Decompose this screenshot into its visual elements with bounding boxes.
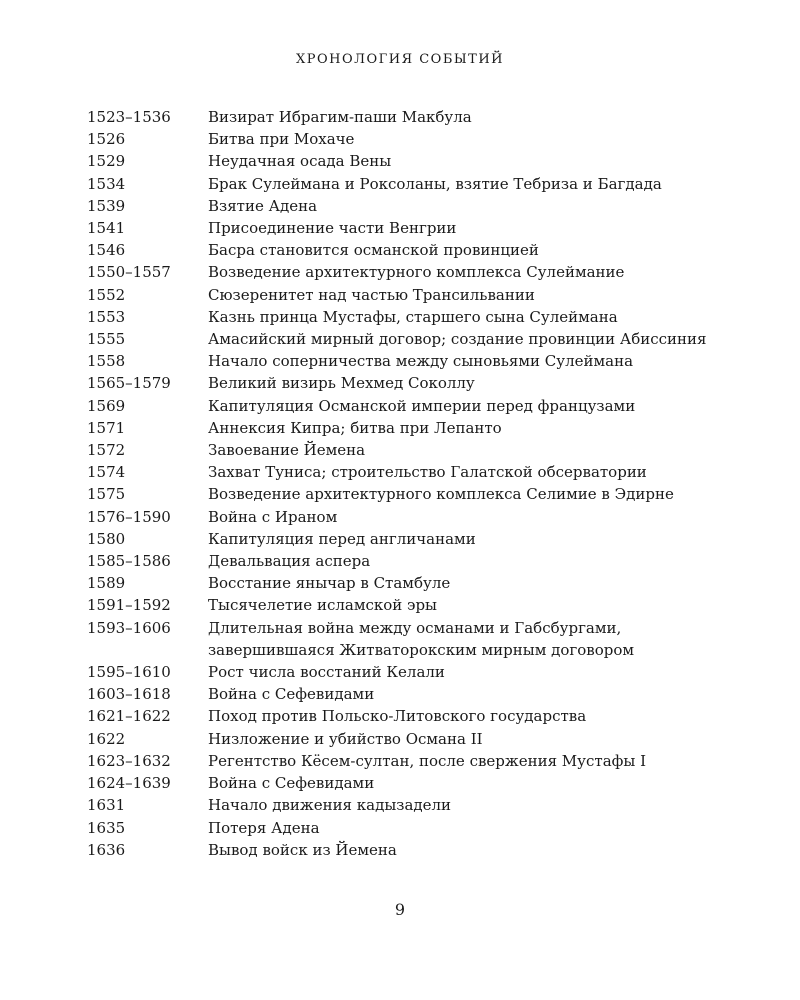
timeline-event: Девальвация аспера bbox=[208, 552, 371, 571]
timeline-row bbox=[87, 106, 727, 128]
timeline-event: Присоединение части Венгрии bbox=[208, 219, 457, 238]
timeline-row bbox=[87, 661, 727, 683]
page-number: 9 bbox=[394, 900, 406, 919]
page-header: ХРОНОЛОГИЯ СОБЫТИЙ bbox=[295, 52, 505, 67]
timeline-row bbox=[87, 506, 727, 528]
timeline-row bbox=[87, 439, 727, 461]
timeline-date: 1555 bbox=[87, 330, 126, 349]
timeline-date: 1589 bbox=[87, 574, 126, 593]
timeline-date: 1553 bbox=[87, 307, 126, 326]
timeline-row bbox=[87, 817, 727, 839]
timeline-event: Война с Сефевидами bbox=[208, 774, 375, 793]
timeline-event: Визират Ибрагим-паши Макбула bbox=[208, 108, 472, 126]
timeline-date: 1622 bbox=[87, 729, 126, 748]
timeline-event: Возведение архитектурного комплекса Сулеймание bbox=[208, 263, 625, 282]
timeline-row bbox=[87, 261, 727, 283]
timeline-row bbox=[87, 705, 727, 727]
timeline-date: 1571 bbox=[87, 418, 126, 437]
timeline-date: 1595–1610 bbox=[87, 663, 171, 682]
timeline-date: 1635 bbox=[87, 818, 126, 837]
timeline-date: 1593–1606 bbox=[87, 618, 171, 637]
timeline-date: 1636 bbox=[87, 840, 126, 859]
chronology-table bbox=[87, 106, 727, 861]
timeline-date: 1574 bbox=[87, 463, 126, 482]
timeline-row bbox=[87, 750, 727, 772]
timeline-row bbox=[87, 772, 727, 794]
timeline-row bbox=[87, 306, 727, 328]
timeline-row bbox=[87, 550, 727, 572]
timeline-event: Взятие Адена bbox=[208, 196, 318, 215]
timeline-event: Тысячелетие исламской эры bbox=[208, 596, 437, 615]
timeline-date: 1539 bbox=[87, 196, 126, 215]
timeline-row bbox=[87, 395, 727, 417]
timeline-event: Потеря Адена bbox=[208, 818, 320, 837]
timeline-date: 1529 bbox=[87, 152, 126, 171]
timeline-date: 1580 bbox=[87, 529, 126, 548]
timeline-event: Восстание янычар в Стамбуле bbox=[208, 574, 451, 593]
timeline-date: 1526 bbox=[87, 130, 126, 149]
timeline-row bbox=[87, 461, 727, 483]
timeline-event: Завоевание Йемена bbox=[208, 441, 366, 460]
timeline-event: Брак Сулеймана и Роксоланы, взятие Тебриза и Багдада bbox=[208, 174, 662, 193]
timeline-date: 1631 bbox=[87, 796, 126, 815]
timeline-date: 1541 bbox=[87, 219, 126, 238]
timeline-date: 1534 bbox=[87, 174, 126, 193]
timeline-event: Война с Ираном bbox=[208, 507, 338, 526]
timeline-event: Начало движения кадызадели bbox=[208, 796, 452, 815]
timeline-event: Рост числа восстаний Келали bbox=[208, 663, 445, 682]
timeline-date: 1585–1586 bbox=[87, 552, 171, 571]
timeline-row bbox=[87, 483, 727, 505]
timeline-date: 1565–1579 bbox=[87, 374, 171, 393]
timeline-date: 1569 bbox=[87, 396, 126, 415]
timeline-event: Сюзеренитет над частью Трансильвании bbox=[208, 285, 535, 304]
timeline-date: 1575 bbox=[87, 485, 126, 504]
timeline-event: Великий визирь Мехмед Соколлу bbox=[208, 374, 475, 393]
timeline-event: Аннексия Кипра; битва при Лепанто bbox=[208, 418, 502, 437]
timeline-date: 1623–1632 bbox=[87, 751, 171, 770]
timeline-event: Басра становится османской провинцией bbox=[208, 241, 539, 260]
timeline-row bbox=[87, 195, 727, 217]
timeline-row bbox=[87, 839, 727, 861]
timeline-date: 1550–1557 bbox=[87, 263, 171, 282]
timeline-event: Казнь принца Мустафы, старшего сына Сулеймана bbox=[208, 307, 618, 326]
timeline-row bbox=[87, 528, 727, 550]
timeline-date: 1552 bbox=[87, 285, 126, 304]
timeline-row bbox=[87, 728, 727, 750]
timeline-event: Вывод войск из Йемена bbox=[208, 840, 397, 859]
timeline-event: Амасийский мирный договор; создание провинции Абиссиния bbox=[208, 330, 707, 349]
timeline-event: Война с Сефевидами bbox=[208, 685, 375, 704]
timeline-row bbox=[87, 239, 727, 261]
timeline-row bbox=[87, 372, 727, 394]
timeline-date: 1624–1639 bbox=[87, 774, 171, 793]
timeline-row bbox=[87, 328, 727, 350]
timeline-date: 1603–1618 bbox=[87, 685, 171, 704]
timeline-date: 1572 bbox=[87, 441, 126, 460]
timeline-event: Длительная война между османами и Габсбургами, завершившаяся Житваторокским мирным договором bbox=[208, 618, 635, 659]
timeline-row bbox=[87, 617, 727, 661]
timeline-date: 1576–1590 bbox=[87, 507, 171, 526]
timeline-row bbox=[87, 128, 727, 150]
timeline-event: Возведение архитектурного комплекса Селимие в Эдирне bbox=[208, 485, 674, 504]
timeline-row bbox=[87, 417, 727, 439]
timeline-event: Регентство Кёсем-султан, после свержения Мустафы I bbox=[208, 751, 647, 770]
timeline-date: 1591–1592 bbox=[87, 596, 171, 615]
timeline-date: 1621–1622 bbox=[87, 707, 171, 726]
timeline-date: 1546 bbox=[87, 241, 126, 260]
timeline-event: Капитуляция Османской империи перед французами bbox=[208, 396, 636, 415]
timeline-row bbox=[87, 150, 727, 172]
timeline-row bbox=[87, 284, 727, 306]
timeline-event: Начало соперничества между сыновьями Сулеймана bbox=[208, 352, 634, 371]
timeline-event: Захват Туниса; строительство Галатской обсерватории bbox=[208, 463, 647, 482]
timeline-row bbox=[87, 594, 727, 616]
timeline-date: 1558 bbox=[87, 352, 126, 371]
timeline-row bbox=[87, 217, 727, 239]
timeline-row bbox=[87, 572, 727, 594]
timeline-event: Неудачная осада Вены bbox=[208, 152, 392, 171]
timeline-row bbox=[87, 173, 727, 195]
timeline-date: 1523–1536 bbox=[87, 108, 171, 126]
timeline-row bbox=[87, 350, 727, 372]
timeline-event: Низложение и убийство Османа II bbox=[208, 729, 483, 748]
timeline-event: Битва при Мохаче bbox=[208, 130, 355, 149]
timeline-row bbox=[87, 683, 727, 705]
timeline-row bbox=[87, 794, 727, 816]
timeline-event: Поход против Польско-Литовского государства bbox=[208, 707, 587, 726]
timeline-event: Капитуляция перед англичанами bbox=[208, 529, 476, 548]
